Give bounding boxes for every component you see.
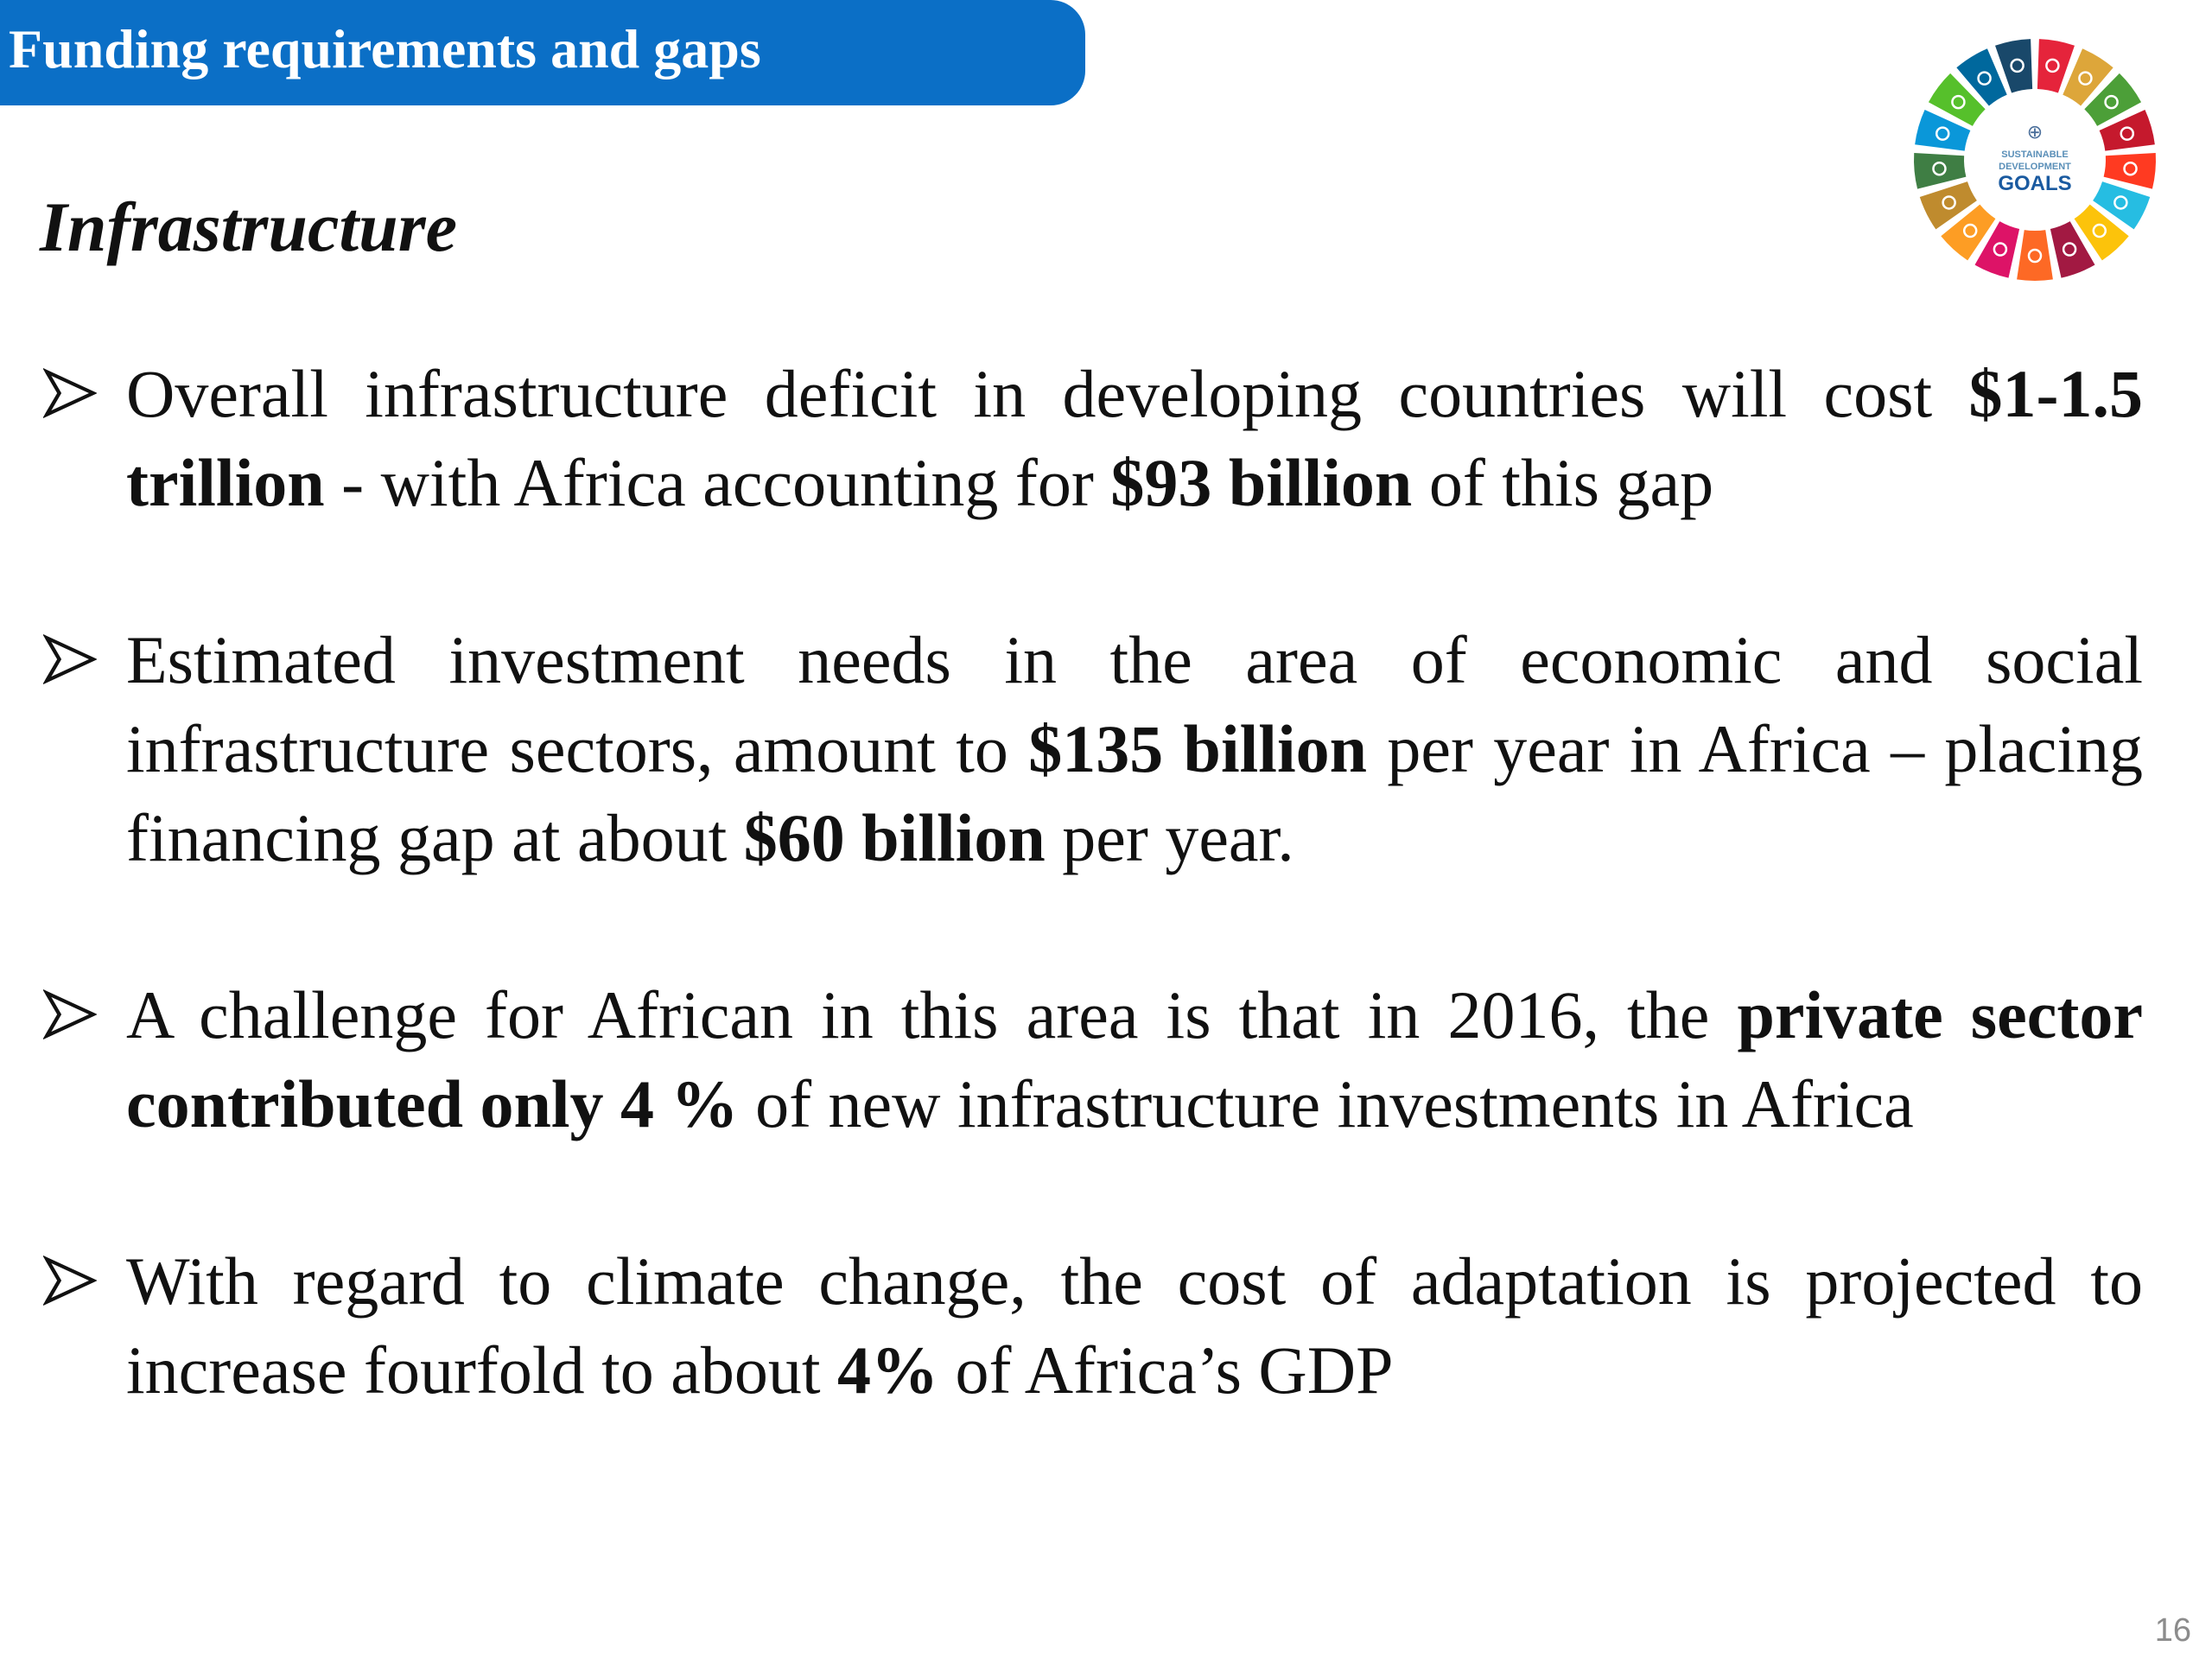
sdg-logo-line2: DEVELOPMENT: [1999, 162, 2071, 172]
arrow-bullet-icon: [43, 1254, 97, 1307]
sdg-logo-line1: SUSTAINABLE: [2001, 149, 2069, 160]
section-heading: Infrastructure: [40, 188, 458, 266]
bullet-text-bold: $135 billion: [1028, 711, 1368, 786]
bullet-text: [126, 622, 2143, 875]
arrow-bullet-icon: [43, 366, 97, 420]
arrow-bullet-icon: [43, 988, 97, 1041]
bullet-text-run: of this gap: [1412, 445, 1714, 520]
bullet-text: [126, 356, 2143, 520]
bullet-list: [43, 349, 2143, 1414]
bullet-text-bold: $93 billion: [1110, 445, 1413, 520]
sdg-logo-globe-mark: ⊕: [2026, 121, 2044, 143]
bullet-text-run: - with Africa accounting for: [324, 445, 1111, 520]
bullet-item: [43, 970, 2143, 1148]
bullet-text-run: A challenge for African in this area is that in 2016, the: [126, 977, 1738, 1052]
sdg-wheel-segment: [2104, 153, 2156, 189]
bullet-text-bold: $60 billion: [743, 800, 1046, 875]
bullet-item: [43, 349, 2143, 527]
bullet-text-run: Overall infrastructure deficit in developing countries will cost: [126, 356, 1969, 431]
sdg-logo-line3: GOALS: [1998, 172, 2072, 195]
bullet-text-bold: 4%: [837, 1332, 939, 1408]
bullet-text-run: per year.: [1045, 800, 1294, 875]
sdg-wheel-segment: [1914, 153, 1966, 189]
bullet-text-bold: $1-1.5 trillion: [126, 356, 2143, 520]
arrow-bullet-icon: [43, 632, 97, 686]
slide-title: Funding requirements and gaps: [9, 18, 761, 79]
sdg-wheel-icon: [1910, 35, 2160, 285]
sdg-wheel-segment: [2017, 230, 2053, 281]
bullet-item: [43, 615, 2143, 882]
bullet-text-run: per year in Africa – placing financing gap at about: [126, 711, 2144, 875]
bullet-item: [43, 1236, 2143, 1414]
title-banner: [0, 0, 1085, 105]
bullet-text-run: With regard to climate change, the cost of adaptation is projected to increase fourfold to about: [126, 1243, 2143, 1408]
bullet-text-run: Estimated investment needs in the area of economic and social infrastructure sectors, amount to: [126, 622, 2143, 786]
bullet-text: [126, 1243, 2143, 1408]
bullet-text: [126, 977, 2143, 1141]
bullet-text-bold: private sector contributed only 4 %: [126, 977, 2143, 1141]
bullet-text-run: of new infrastructure investments in Africa: [738, 1066, 1914, 1141]
sdg-wheel-segments: [1914, 39, 2156, 281]
page-number: 16: [2154, 1612, 2191, 1649]
bullet-text-run: of Africa’s GDP: [938, 1332, 1394, 1408]
